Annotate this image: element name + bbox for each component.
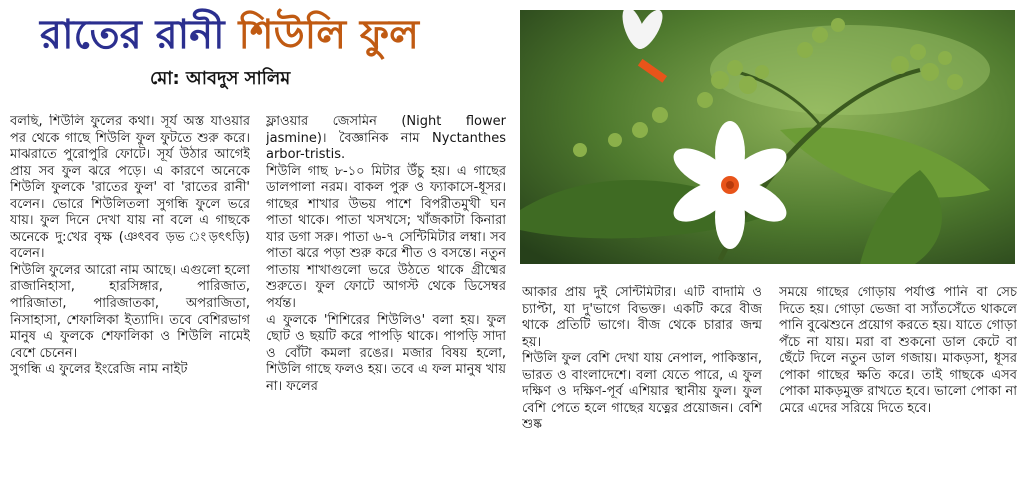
paragraph: শিউলি ফুলের আরো নাম আছে। এগুলো হলো রাজানিহাসা, হারসিঙ্গার, পারিজাত, পারিজাতা, পারিজাতকা, অপরাজিতা, নিসাহাসা, শেফালিকা ইত্যাদি। তবে বেশিরভাগ মানুষ এ ফুলকে শেফালিকা ও শিউলি নামেই বেশে চেনেন।: [10, 262, 250, 361]
paragraph: আকার প্রায় দুই সেন্টিমিটার। এটি বাদামি ও চ্যাপ্টা, যা দু'ভাগে বিভক্ত। একটি করে বীজ থাকে প্রতিটি ভাগে। বীজ থেকে চারার জন্ম হয়।: [522, 285, 762, 350]
shiuli-flower-photo: [520, 10, 1015, 264]
paragraph: শিউলি ফুল বেশি দেখা যায় নেপাল, পাকিস্তান, ভারত ও বাংলাদেশে। বলা যেতে পারে, এ ফুল দক্ষিণ ও দক্ষিণ-পূর্ব এশিয়ার স্থানীয় ফুল। ফুল বেশি পেতে হলে গাছের যত্নের প্রয়োজন। বেশি শুষ্ক: [522, 351, 762, 433]
headline: [40, 6, 500, 64]
paragraph: বলছি, শিউলি ফুলের কথা। সূর্য অস্ত যাওয়ার পর থেকে গাছে শিউলি ফুল ফুটতে শুরু করে। মাঝরাতে পুরোপুরি ফোটে। সূর্য উঠার আগেই প্রায় সব ফুল ঝরে পড়ে। এ কারণে অনেকে শিউলি ফুলকে 'রাতের ফুল' বা 'রাতের রানী' বলেন। ভোরে শিউলিতলা সুগন্ধি ফুলে ভরে যায়। ফুল দিনে দেখা যায় না বলে এ গাছকে অনেকে দু:খের বৃক্ষ (ঞৎবব ড়ভ ংড়ৎৎড়ি) বলেন।: [10, 114, 250, 262]
headline-part-2: শিউলি ফুল: [238, 12, 419, 58]
paragraph: ফ্লাওয়ার জেসমিন (Night flower jasmine)। বৈজ্ঞানিক নাম Nyctanthes arbor-tristis.: [266, 114, 506, 163]
paragraph: সময়ে গাছের গোড়ায় পর্যাপ্ত পানি বা সেচ দিতে হয়। গোড়া ভেজা বা স্যাঁতসেঁতে থাকলে পানি বুঝেশুনে প্রয়োগ করতে হয়। যাতে গোড়া পঁচে না যায়। মরা বা শুকনো ডাল কেটে বা ছেঁটে দিলে নতুন ডাল গজায়। মাকড়সা, ধূসর পোকা গাছের ক্ষতি করে। তাই গাছকে এসব পোকা মাকড়মুক্ত রাখতে হবে। ভালো পোকা না মেরে এদের সরিয়ে দিতে হবে।: [779, 285, 1017, 416]
article-column-3: [522, 285, 762, 465]
paragraph: শিউলি গাছ ৮-১০ মিটার উঁচু হয়। এ গাছের ডালপালা নরম। বাকল পুরু ও ফ্যাকাসে-ধূসর। গাছের শাখার উভয় পাশে বিপরীতমুখী ঘন পাতা থাকে। পাতা খসখসে; খাঁজকাটা কিনারা যার ডগা সরু। পাতা ৬-৭ সেন্টিমিটার লম্বা। সব পাতা ঝরে পড়া শুরু করে শীত ও বসন্তে। নতুন পাতায় শাখাগুলো ভরে উঠতে থাকে গ্রীষ্মের শুরুতে। ফুল ফোটে আগস্ট থেকে ডিসেম্বর পর্যন্ত।: [266, 163, 506, 312]
byline: মো: আবদুস সালিম: [150, 68, 291, 89]
article-column-4: [779, 285, 1017, 465]
article-column-1: [10, 114, 250, 466]
flower-illustration: [520, 10, 1015, 264]
paragraph: এ ফুলকে 'শিশিরের শিউলিও' বলা হয়। ফুল ছোট ও ছয়টি করে পাপড়ি থাকে। পাপড়ি সাদা ও বোঁটা কমলা রঙের। মজার বিষয় হলো, শিউলি গাছে ফলও হয়। তবে এ ফল মানুষ খায় না। ফলের: [266, 312, 506, 394]
article-column-2: [266, 114, 506, 466]
paragraph: সুগন্ধি এ ফুলের ইংরেজি নাম নাইট: [10, 362, 188, 378]
headline-part-1: রাতের রানী: [40, 12, 225, 58]
